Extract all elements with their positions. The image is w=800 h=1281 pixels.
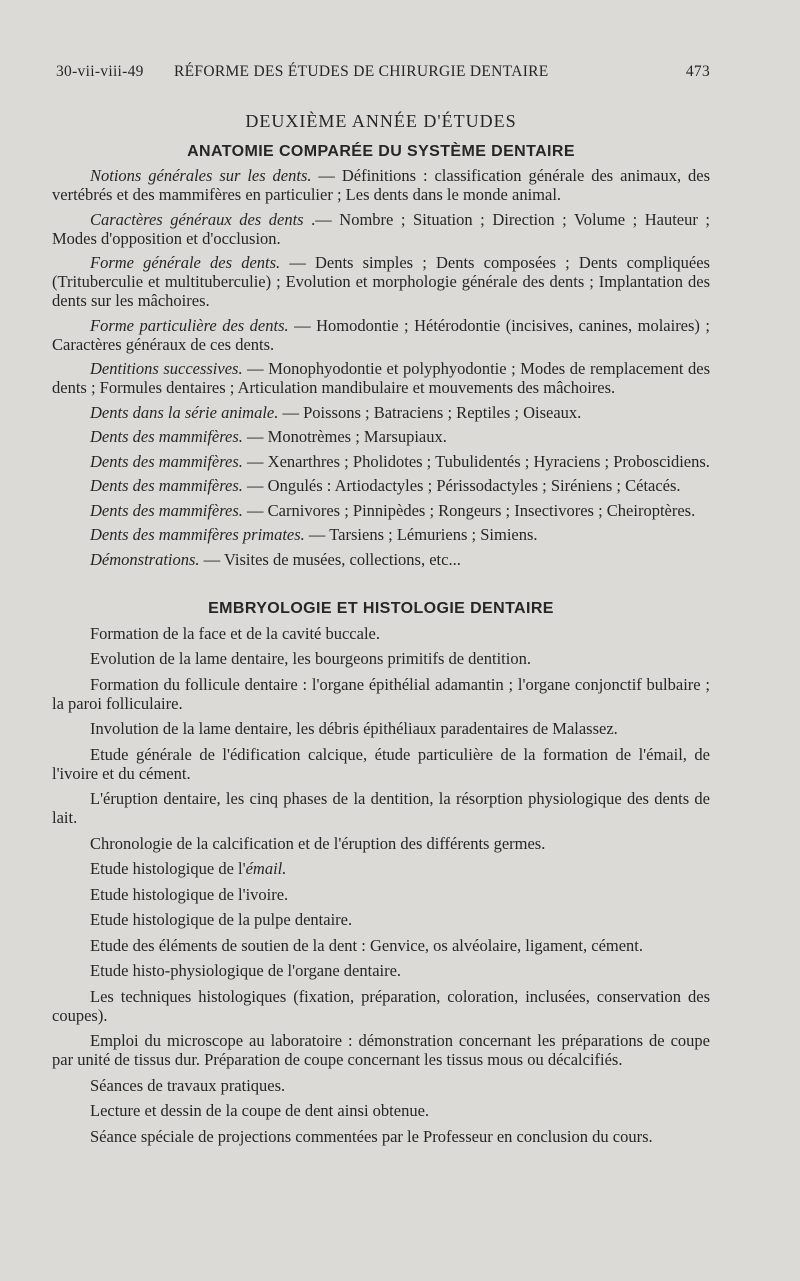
paragraph-lead: Dents des mammifères. [90,476,243,495]
paragraph: Etude histologique de la pulpe dentaire. [90,910,353,929]
paragraph: Etude histologique de l'ivoire. [90,884,289,904]
paragraph [52,166,710,204]
paragraph: L'éruption dentaire, les cinq phases de la dentition, la résorption physiologique des dents de lait. [52,789,710,827]
paragraph: Etude des éléments de soutien de la dent : Genvice, os alvéolaire, ligament, cément. [90,935,644,955]
paragraph-lead: Dents des mammifères. [90,427,243,446]
paragraph: Involution de la lame dentaire, les débris épithéliaux paradentaires de Malassez. [90,719,618,738]
paragraph [52,427,710,446]
paragraph [52,525,710,544]
paragraph [52,316,710,354]
paragraph-lead: Dentitions successives. [90,359,243,378]
paragraph: Etude histo-physiologique de l'organe dentaire. [90,961,402,980]
paragraph: Evolution de la lame dentaire, les bourgeons primitifs de dentition. [90,649,531,668]
page-number: 473 [685,63,710,80]
paragraph-text: .— Nombre ; Situation ; Direction ; Volume ; Hauteur ; Modes d'opposition et d'occlusion. [52,209,710,248]
header-title: RÉFORME DES ÉTUDES DE CHIRURGIE DENTAIRE [174,63,549,80]
paragraph [52,210,710,248]
paragraph-lead: Dents dans la série animale. [90,402,279,422]
paragraph [52,359,710,397]
paragraph-lead: Dents des mammifères. [90,451,243,471]
paragraph-lead: Notions générales sur les dents. [90,166,312,185]
paragraph-lead: Dents des mammifères. [90,500,243,520]
paragraph: Emploi du microscope au laboratoire : démonstration concernant les préparations de coupe par unité de tissus dur. Préparation de coupe concernant les tissus mous ou décalcifiés. [52,1031,710,1069]
paragraph-lead: Forme particulière des dents. [90,315,289,335]
paragraph: Séance spéciale de projections commentées par le Professeur en conclusion du cours. [90,1126,653,1146]
paragraph-text: — Monophyodontie et polyphyodontie ; Modes de remplacement des dents ; Formules dentaires ; Articulation mandibulaire et mouvements des mâchoires. [52,359,710,397]
emphasis: émail. [245,859,287,878]
paragraph [52,403,710,422]
paragraph-lead: Démonstrations. [90,549,200,569]
paragraph-lead: Dents des mammifères primates. [90,525,305,544]
paragraph: Etude générale de l'édification calcique, étude particulière de la formation de l'émail, de l'ivoire et du cément. [52,744,710,783]
paragraph-text: — Tarsiens ; Lémuriens ; Simiens. [304,525,538,544]
paragraph [52,476,710,495]
paragraph [52,501,710,520]
paragraph: Les techniques histologiques (fixation, préparation, coloration, inclusées, conservation des coupes). [52,986,710,1025]
section-anatomie [52,166,710,569]
paragraph: Lecture et dessin de la coupe de dent ainsi obtenue. [90,1101,430,1120]
paragraph-lead: Caractères généraux des dents [90,209,304,229]
paragraph [52,859,710,878]
paragraph: Séances de travaux pratiques. [90,1075,286,1095]
page-content [52,108,710,1152]
paragraph-text: — Dents simples ; Dents composées ; Dents compliquées (Trituberculie et multituberculie) ; Evolution et morphologie générale des dents ; Implantation des dents sur les mâchoires. [52,253,710,310]
paragraph [52,550,710,569]
paragraph-text: — Ongulés : Artiodactyles ; Périssodactyles ; Siréniens ; Cétacés. [242,476,681,495]
year-heading: DEUXIÈME ANNÉE D'ÉTUDES [245,111,517,131]
header-date: 30-vii-viii-49 [56,63,144,80]
section-embryologie [52,624,710,1146]
paragraph-text: — Xenarthres ; Pholidotes ; Tubulidentés ; Hyraciens ; Proboscidiens. [242,451,710,471]
paragraph-text: — Homodontie ; Hétérodontie (incisives, canines, molaires) ; Caractères généraux de ces dents. [52,315,710,354]
paragraph-text: — Définitions : classification générale des animaux, des vertébrés et des mammifères en particulier ; Les dents dans le monde animal. [52,166,710,204]
paragraph-text: — Visites de musées, collections, etc... [199,549,461,569]
paragraph: Formation de la face et de la cavité buccale. [90,623,380,643]
section-title-embryologie: EMBRYOLOGIE ET HISTOLOGIE DENTAIRE [208,599,554,617]
paragraph [52,452,710,471]
section-title-anatomie: ANATOMIE COMPARÉE DU SYSTÈME DENTAIRE [187,143,575,160]
paragraph-text: — Poissons ; Batraciens ; Reptiles ; Oiseaux. [278,402,582,422]
paragraph-text: — Carnivores ; Pinnipèdes ; Rongeurs ; Insectivores ; Cheiroptères. [242,500,696,520]
paragraph: Formation du follicule dentaire : l'organe épithélial adamantin ; l'organe conjonctif bulbaire ; la paroi folliculaire. [52,674,710,713]
paragraph-text: Etude histologique de l' [90,859,246,878]
paragraph: Chronologie de la calcification et de l'éruption des différents germes. [90,833,546,853]
paragraph-text: — Monotrèmes ; Marsupiaux. [242,427,447,446]
paragraph [52,253,710,310]
paragraph-lead: Forme générale des dents. [90,253,281,272]
